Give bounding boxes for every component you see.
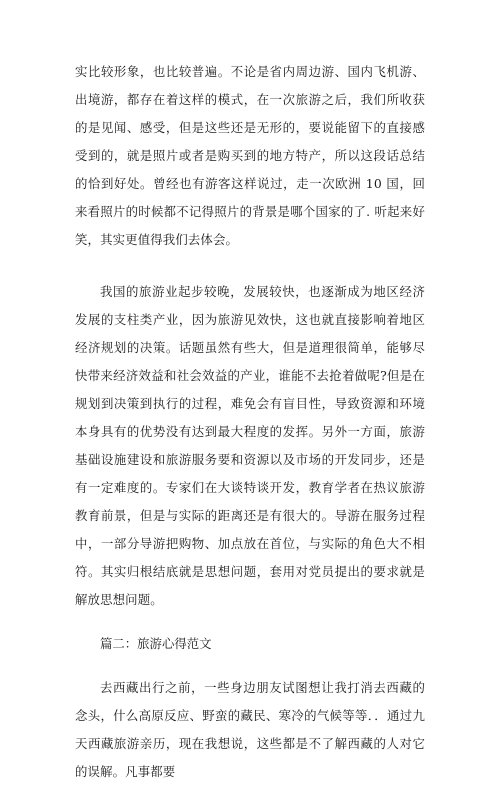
paragraph-spacer	[75, 254, 425, 278]
document-body	[75, 58, 425, 786]
paragraph-3: 去西藏出行之前，一些身边朋友试图想让我打消去西藏的念头，什么高原反应、野蛮的藏民、寒冷的气候等等．．通过九天西藏旅游亲历，现在我想说，这些都是不了解西藏的人对它的误解。凡事都要	[75, 680, 425, 779]
paragraph-2: 我国的旅游业起步较晚，发展较快，也逐渐成为地区经济发展的支柱类产业，因为旅游见效快，这也就直接影响着地区经济规划的决策。话题虽然有些大，但是道理很简单，能够尽快带来经济效益和社会效益的产业，谁能不去抢着做呢?但是在规划到决策到执行的过程，难免会有盲目性，导致资源和环境本身具有的优势没有达到最大程度的发挥。另外一方面，旅游基础设施建设和旅游服务要和资源以及市场的开发同步，还是有一定难度的。专家们在大谈特谈开发，教育学者在热议旅游教育前景，但是与实际的距离还是有很大的。导游在服务过程中，一部分导游把购物、加点放在首位，与实际的角色大不相符。其实归根结底就是思想问题，套用对党员提出的要求就是解放思想问题。	[75, 284, 425, 607]
section-heading: 篇二：旅游心得范文	[100, 636, 212, 651]
paragraph-spacer	[75, 658, 425, 674]
paragraph-1: 实比较形象，也比较普遍。不论是省内周边游、国内飞机游、出境游，都存在着这样的模式，在一次旅游之后，我们所收获的是见闻、感受，但是这些还是无形的，要说能留下的直接感受到的，就是照片或者是购买到的地方特产，所以这段话总结的恰到好处。曾经也有游客这样说过，走一次欧洲 10 国，回来看照片的时候都不记得照片的背景是哪个国家的了. 听起来好笑，其实更值得我们去体会。	[75, 64, 425, 247]
paragraph-spacer	[75, 614, 425, 630]
